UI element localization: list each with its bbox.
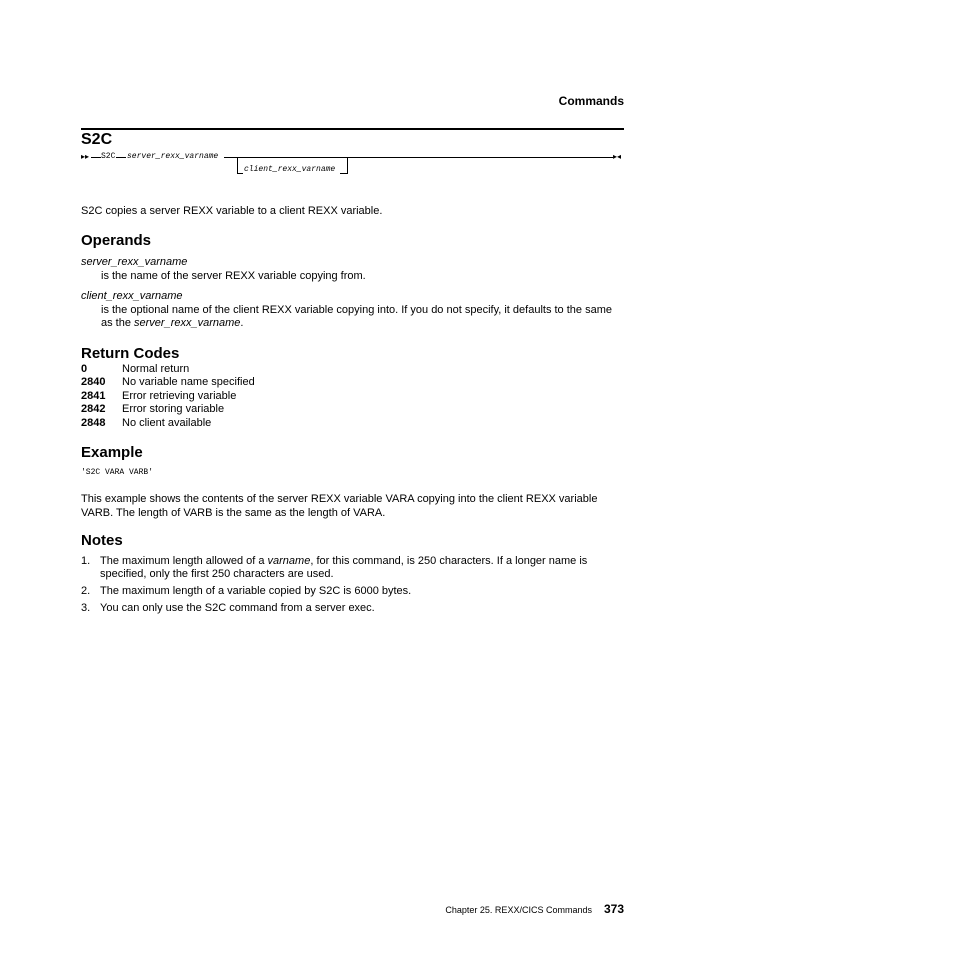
syntax-diagram [81, 149, 624, 179]
note-number: 3. [81, 602, 91, 614]
return-code: 0 [81, 363, 88, 375]
return-code-text: No client available [122, 417, 212, 429]
return-code-text: Error retrieving variable [122, 390, 237, 402]
syntax-branch-bottom [340, 173, 347, 174]
note-body [100, 585, 621, 598]
definition-italic-text: server_rexx_varname [134, 317, 241, 329]
command-title: S2C [81, 131, 113, 148]
note-text: You can only use the S2C command from a server exec. [100, 602, 375, 614]
note-text: , for this command, is 250 characters. If a longer name is specified, only the first 250 characters are used. [100, 555, 588, 580]
note-number: 1. [81, 555, 91, 567]
return-code-row [81, 390, 236, 403]
example-description: This example shows the contents of the server REXX variable VARA copying into the client REXX variable VARB. The length of VARB is the same as the length of VARA. [81, 493, 598, 519]
return-codes-heading: Return Codes [81, 345, 180, 362]
note-item [81, 602, 621, 615]
note-body [100, 555, 621, 581]
note-italic-text: varname [267, 555, 311, 567]
page-number: 373 [603, 902, 624, 916]
note-item [81, 555, 621, 581]
running-header: Commands [558, 94, 624, 108]
example-heading: Example [81, 444, 143, 461]
operands-heading: Operands [81, 232, 152, 249]
syntax-keyword: S2C [101, 152, 116, 161]
syntax-branch-right [347, 157, 348, 174]
syntax-main-line [224, 157, 613, 158]
note-body [100, 602, 621, 615]
operand-term: client_rexx_varname [81, 290, 183, 302]
syntax-branch-left [237, 157, 238, 173]
return-code-row [81, 417, 211, 430]
operand-definition [101, 304, 616, 330]
syntax-branch-bottom [237, 173, 243, 174]
page-footer [445, 900, 624, 918]
operand-term: server_rexx_varname [81, 256, 188, 268]
footer-chapter: Chapter 25. REXX/CICS Commands [445, 905, 592, 915]
return-code-text: Normal return [122, 363, 190, 375]
return-code-row [81, 363, 189, 376]
return-code-text: No variable name specified [122, 376, 255, 388]
syntax-end-marker: ▸◂ [613, 152, 622, 161]
return-code-row [81, 403, 224, 416]
syntax-line [91, 157, 101, 158]
return-code-row [81, 376, 255, 389]
note-number: 2. [81, 585, 91, 597]
page [81, 0, 624, 954]
note-item [81, 585, 621, 598]
command-description: S2C copies a server REXX variable to a client REXX variable. [81, 205, 383, 217]
return-code-text: Error storing variable [122, 403, 225, 415]
note-text: The maximum length allowed of a [100, 555, 268, 567]
definition-text: is the optional name of the client REXX variable copying into. If you do not specify, it defaults to the same as the [101, 304, 612, 329]
return-code: 2842 [81, 403, 106, 415]
return-code: 2848 [81, 417, 106, 429]
syntax-arg-client: client_rexx_varname [244, 165, 336, 174]
definition-text: . [240, 317, 244, 329]
note-text: The maximum length of a variable copied by S2C is 6000 bytes. [100, 585, 412, 597]
syntax-start-marker: ▸▸ [81, 152, 90, 161]
title-rule [81, 128, 624, 130]
return-code: 2840 [81, 376, 106, 388]
syntax-arg-server: server_rexx_varname [127, 152, 219, 161]
operand-definition: is the name of the server REXX variable copying from. [101, 270, 366, 282]
syntax-line [116, 157, 126, 158]
notes-heading: Notes [81, 532, 123, 549]
return-code: 2841 [81, 390, 106, 402]
example-code: 'S2C VARA VARB' [81, 468, 154, 477]
